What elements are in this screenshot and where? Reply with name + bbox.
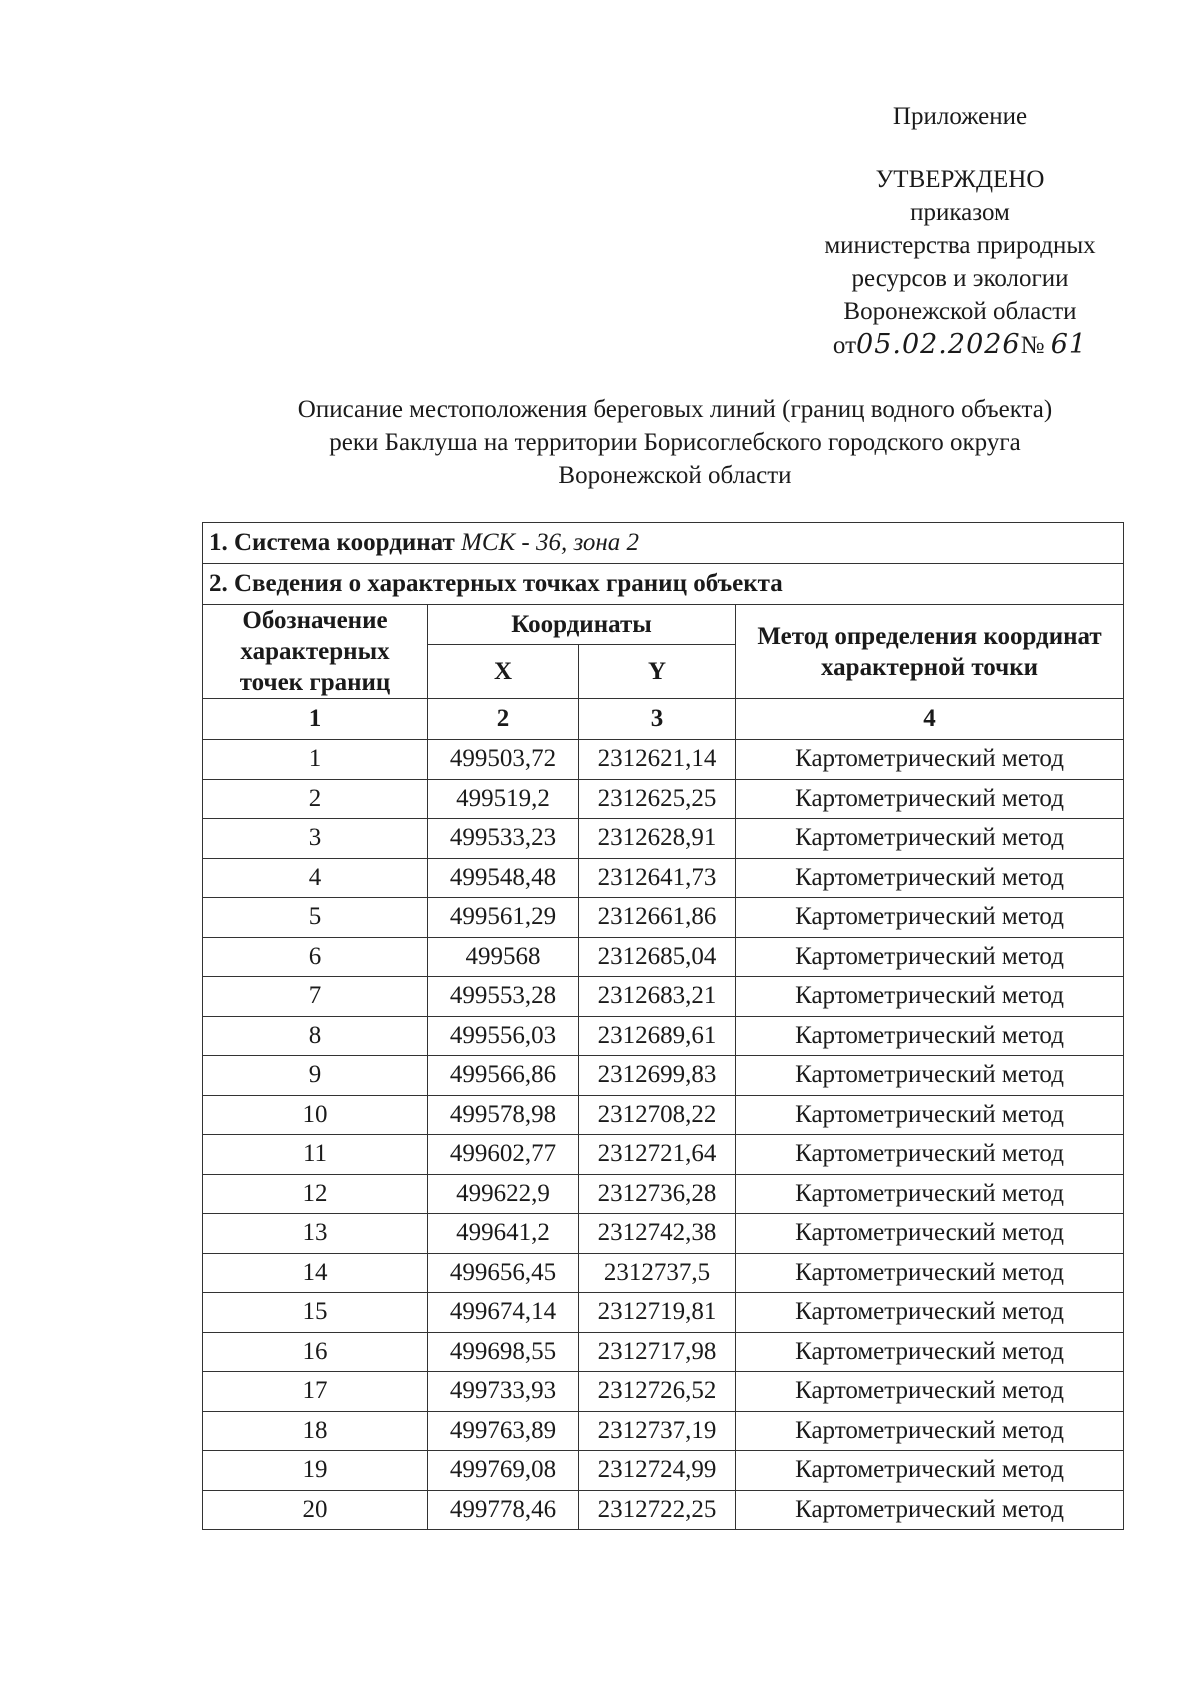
cell-method: Картометрический метод (736, 858, 1124, 898)
cell-point: 17 (203, 1372, 428, 1412)
cell-method: Картометрический метод (736, 1411, 1124, 1451)
table-row (203, 1135, 1124, 1175)
cell-y: 2312717,98 (579, 1332, 736, 1372)
cell-point: 6 (203, 937, 428, 977)
header-method: Метод определения координат характерной точки (736, 605, 1124, 699)
title-line-3: Воронежской области (558, 462, 792, 489)
cell-method: Картометрический метод (736, 1056, 1124, 1096)
column-number-3: 3 (579, 699, 736, 740)
annex-label: Приложение (892, 103, 1028, 130)
section-coordinate-system (203, 523, 1124, 564)
cell-x: 499553,28 (428, 977, 579, 1017)
cell-point: 2 (203, 779, 428, 819)
cell-y: 2312621,14 (579, 740, 736, 780)
document-title (200, 393, 1150, 492)
approval-block (780, 100, 1140, 362)
cell-method: Картометрический метод (736, 1372, 1124, 1412)
cell-x: 499641,2 (428, 1214, 579, 1254)
section1-label: 1. Система координат (209, 529, 455, 556)
cell-y: 2312737,5 (579, 1253, 736, 1293)
cell-point: 20 (203, 1490, 428, 1530)
cell-y: 2312721,64 (579, 1135, 736, 1175)
cell-y: 2312737,19 (579, 1411, 736, 1451)
cell-x: 499578,98 (428, 1095, 579, 1135)
cell-method: Картометрический метод (736, 1214, 1124, 1254)
approval-line-1: приказом (910, 199, 1010, 226)
column-number-1: 1 (203, 699, 428, 740)
cell-x: 499519,2 (428, 779, 579, 819)
header-designation: Обозначение характерных точек границ (203, 605, 428, 699)
cell-method: Картометрический метод (736, 898, 1124, 938)
column-number-2: 2 (428, 699, 579, 740)
cell-method: Картометрический метод (736, 1174, 1124, 1214)
cell-point: 12 (203, 1174, 428, 1214)
cell-method: Картометрический метод (736, 1332, 1124, 1372)
cell-x: 499503,72 (428, 740, 579, 780)
table-row (203, 977, 1124, 1017)
cell-method: Картометрический метод (736, 1293, 1124, 1333)
cell-y: 2312699,83 (579, 1056, 736, 1096)
table-row (203, 1095, 1124, 1135)
cell-y: 2312661,86 (579, 898, 736, 938)
cell-method: Картометрический метод (736, 819, 1124, 859)
cell-point: 14 (203, 1253, 428, 1293)
cell-method: Картометрический метод (736, 779, 1124, 819)
section1-value: МСК - 36, зона 2 (461, 529, 640, 556)
cell-x: 499548,48 (428, 858, 579, 898)
cell-x: 499568 (428, 937, 579, 977)
table-row (203, 858, 1124, 898)
cell-method: Картометрический метод (736, 1490, 1124, 1530)
cell-x: 499566,86 (428, 1056, 579, 1096)
cell-point: 4 (203, 858, 428, 898)
cell-x: 499556,03 (428, 1016, 579, 1056)
cell-y: 2312726,52 (579, 1372, 736, 1412)
table-row (203, 1253, 1124, 1293)
cell-y: 2312708,22 (579, 1095, 736, 1135)
table-row (203, 1490, 1124, 1530)
cell-y: 2312628,91 (579, 819, 736, 859)
approval-line-3: ресурсов и экологии (851, 265, 1069, 292)
table-row (203, 1411, 1124, 1451)
cell-x: 499622,9 (428, 1174, 579, 1214)
approval-date-line (833, 328, 1087, 362)
cell-x: 499698,55 (428, 1332, 579, 1372)
table-row (203, 1214, 1124, 1254)
table-row (203, 1056, 1124, 1096)
table-row (203, 1372, 1124, 1412)
cell-method: Картометрический метод (736, 1451, 1124, 1491)
cell-y: 2312689,61 (579, 1016, 736, 1056)
approved-label: УТВЕРЖДЕНО (875, 166, 1045, 193)
approval-line-2: министерства природных (824, 232, 1096, 259)
cell-x: 499763,89 (428, 1411, 579, 1451)
cell-point: 16 (203, 1332, 428, 1372)
section-points-info: 2. Сведения о характерных точках границ объекта (203, 564, 1124, 605)
table-row (203, 819, 1124, 859)
table-row (203, 1332, 1124, 1372)
cell-point: 11 (203, 1135, 428, 1175)
cell-y: 2312736,28 (579, 1174, 736, 1214)
cell-method: Картометрический метод (736, 1095, 1124, 1135)
cell-x: 499769,08 (428, 1451, 579, 1491)
table-row (203, 1016, 1124, 1056)
cell-y: 2312685,04 (579, 937, 736, 977)
cell-y: 2312719,81 (579, 1293, 736, 1333)
cell-x: 499674,14 (428, 1293, 579, 1333)
cell-point: 8 (203, 1016, 428, 1056)
cell-y: 2312722,25 (579, 1490, 736, 1530)
approval-line-4: Воронежской области (843, 298, 1077, 325)
cell-x: 499561,29 (428, 898, 579, 938)
cell-method: Картометрический метод (736, 1016, 1124, 1056)
cell-x: 499656,45 (428, 1253, 579, 1293)
table-row (203, 937, 1124, 977)
cell-point: 5 (203, 898, 428, 938)
handwritten-number: 61 (1050, 329, 1088, 360)
header-x: X (428, 644, 579, 698)
table-row (203, 1174, 1124, 1214)
header-y: Y (579, 644, 736, 698)
cell-method: Картометрический метод (736, 977, 1124, 1017)
column-number-4: 4 (736, 699, 1124, 740)
cell-method: Картометрический метод (736, 740, 1124, 780)
title-line-2: реки Баклуша на территории Борисоглебского городского округа (329, 429, 1021, 456)
cell-point: 3 (203, 819, 428, 859)
cell-point: 9 (203, 1056, 428, 1096)
cell-method: Картометрический метод (736, 1135, 1124, 1175)
cell-point: 13 (203, 1214, 428, 1254)
cell-point: 10 (203, 1095, 428, 1135)
handwritten-date: 05.02.2026 (856, 329, 1021, 360)
cell-y: 2312641,73 (579, 858, 736, 898)
cell-point: 7 (203, 977, 428, 1017)
cell-x: 499533,23 (428, 819, 579, 859)
table-row (203, 1451, 1124, 1491)
cell-point: 19 (203, 1451, 428, 1491)
cell-y: 2312742,38 (579, 1214, 736, 1254)
cell-method: Картометрический метод (736, 1253, 1124, 1293)
cell-y: 2312683,21 (579, 977, 736, 1017)
cell-point: 1 (203, 740, 428, 780)
cell-point: 15 (203, 1293, 428, 1333)
title-line-1: Описание местоположения береговых линий (границ водного объекта) (297, 396, 1053, 423)
coordinates-table (202, 522, 1124, 1530)
cell-x: 499602,77 (428, 1135, 579, 1175)
table-row (203, 740, 1124, 780)
cell-method: Картометрический метод (736, 937, 1124, 977)
cell-y: 2312625,25 (579, 779, 736, 819)
cell-x: 499733,93 (428, 1372, 579, 1412)
table-row (203, 1293, 1124, 1333)
cell-x: 499778,46 (428, 1490, 579, 1530)
cell-point: 18 (203, 1411, 428, 1451)
header-coordinates: Координаты (428, 605, 736, 645)
table-row (203, 898, 1124, 938)
date-prefix: от (832, 332, 857, 359)
table-row (203, 779, 1124, 819)
cell-y: 2312724,99 (579, 1451, 736, 1491)
number-label: № (1020, 332, 1045, 359)
